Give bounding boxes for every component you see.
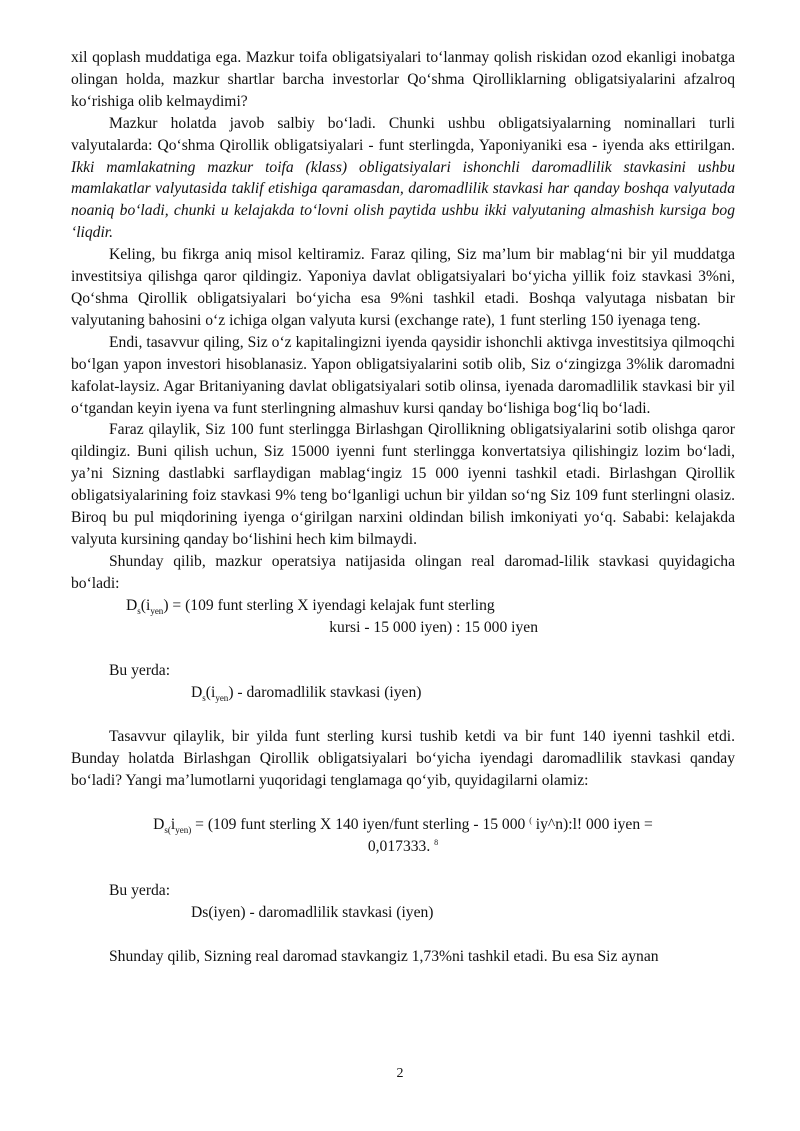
formula-2-rest-2: iy^n):l! 000 iyen =: [531, 816, 653, 833]
formula-2-rest: = (109 funt sterling X 140 iyen/funt sterling - 15 000: [191, 816, 530, 833]
formula-2-footnote-mark: 8: [434, 837, 439, 847]
paragraph-2: [71, 113, 735, 244]
paragraph-7: Tasavvur qilaylik, bir yilda funt sterling kursi tushib ketdi va bir funt 140 iyenni tashkil etdi. Bunday holatda Birlashgan Qirollik obligatsiyalari bo‘yicha iyendagi daromadlilik stavkasi qanday bo‘ladi? Yangi ma’lumotlarni yuqoridagi tenglamaga qo‘yib, quyidagilarni olamiz:: [71, 728, 735, 790]
paragraph-3: Keling, bu fikrga aniq misol keltiramiz. Faraz qiling, Siz ma’lum bir mablag‘ni bir yil muddatga investitsiya qilishga qaror qildingiz. Yaponiya davlat obligatsiyalari bo‘yicha yillik foiz stavkasi 3%ni, Qo‘shma Qirollik obligatsiyalari bo‘yicha esa 9%ni tashkil etadi. Boshqa valyutaga nisbatan bir valyutaning bahosini o‘z ichiga olgan valyuta kursi (exchange rate), 1 funt sterling 150 iyenaga teng.: [71, 246, 735, 329]
where-label-1: Bu yerda:: [109, 662, 171, 680]
formula-1-paren: (i: [140, 596, 151, 614]
formula-2-line-2: [71, 836, 735, 858]
definition-1-rest: ) - daromadlilik stavkasi (iyen): [228, 684, 422, 702]
paragraph-6: Shunday qilib, mazkur operatsiya natijasida olingan real daromad-lilik stavkasi quyidagicha bo‘ladi:: [71, 552, 735, 592]
formula-2-symbol: D: [153, 816, 165, 833]
definition-1-sub-s: s: [202, 693, 206, 704]
paragraph-2-text: Mazkur holatda javob salbiy bo‘ladi. Chunki ushbu obligatsiyalarning nominallari turli valyutalarda: Qo‘shma Qirollik obligatsiyalari - funt sterlingda, Yaponiyaniki esa - iyenda aks ettirilgan.: [71, 114, 735, 154]
definition-2: Ds(iyen) - daromadlilik stavkasi (iyen): [191, 903, 434, 921]
document-body: [71, 47, 735, 968]
formula-2-sup-1: (: [529, 815, 532, 825]
formula-1-rest: ) = (109 funt sterling X iyendagi kelajak funt sterling: [163, 596, 495, 614]
definition-1: [71, 682, 735, 704]
definition-1-sub-yen: yen: [215, 693, 229, 704]
formula-1-sub-yen: yen: [150, 605, 164, 616]
formula-2-sub-s: s(: [164, 825, 171, 836]
page-number: 2: [396, 1066, 404, 1081]
paragraph-4: Endi, tasavvur qiling, Siz o‘z kapitalingizni iyenda qaysidir ishonchli aktivga investitsiya qilmoqchi bo‘lgan yapon investori hisoblanasiz. Yapon obligatsiyalarini sotib olib, Siz o‘zingizga 3%lik daromadni kafolat-laysiz. Agar Britaniyaning davlat obligatsiyalari sotib olinsa, iyenada daromadlilik stavkasi bir yil o‘tgandan keyin iyena va funt sterlingning almashuv kursi qanday bo‘lishiga bog‘liq bo‘ladi.: [71, 333, 735, 417]
formula-2-i: i: [170, 816, 176, 833]
formula-2-line-1: [71, 814, 735, 836]
formula-1-symbol: D: [126, 596, 138, 614]
paragraph-2-italic: Ikki mamlakatning mazkur toifa (klass) obligatsiyalari ishonchli daromadlilik stavkasini ushbu mamlakatlar valyutasida taklif etishiga qaramasdan, daromadlilik stavkasi har qanday boshqa valyutada noaniq bo‘ladi, chunki u kelajakda to‘lovni olish paytida ushbu ikki valyutaning almashish kursiga bog ‘liqdir.: [71, 158, 735, 242]
paragraph-8: Shunday qilib, Sizning real daromad stavkangiz 1,73%ni tashkil etadi. Bu esa Siz aynan: [109, 947, 659, 965]
formula-1-sub-s: s: [137, 605, 141, 616]
definition-1-symbol: D: [191, 684, 203, 702]
definition-1-paren: (i: [205, 684, 216, 702]
where-label-2: Bu yerda:: [109, 881, 171, 899]
paragraph-5: Faraz qilaylik, Siz 100 funt sterlingga Birlashgan Qirollikning obligatsiyalarini sotib olishga qaror qildingiz. Buni qilish uchun, Siz 15000 iyenni funt sterlingga konvertatsiya qilishingiz lozim bo‘ladi, ya’ni Sizning dastlabki sarflaydigan mablag‘ingiz 15 000 iyenni tashkil etadi. Birlashgan Qirollik obligatsiyalarining foiz stavkasi 9% teng bo‘lganligi uchun bir yildan so‘ng Siz 109 funt sterlingni olasiz. Biroq bu pul miqdorining iyenga o‘girilgan narxini oldindan bilish imkoniyati yo‘q. Sababi: kelajakda valyuta kursining qanday bo‘lishini hech kim bilmaydi.: [71, 421, 735, 548]
formula-1-line-2: kursi - 15 000 iyen) : 15 000 iyen: [329, 618, 538, 636]
paragraph-1: xil qoplash muddatiga ega. Mazkur toifa obligatsiyalari to‘lanmay qolish riskidan ozod ekanligi inobatga olingan holda, mazkur shartlar barcha investorlar Qo‘shma Qirolliklarning obligatsiyalarini afzalroq ko‘rishiga olib kelmaydimi?: [71, 49, 735, 110]
formula-2-sub-yen: yen): [175, 825, 192, 836]
formula-2-result: 0,017333.: [367, 837, 431, 855]
formula-1-line-1: [71, 595, 735, 617]
